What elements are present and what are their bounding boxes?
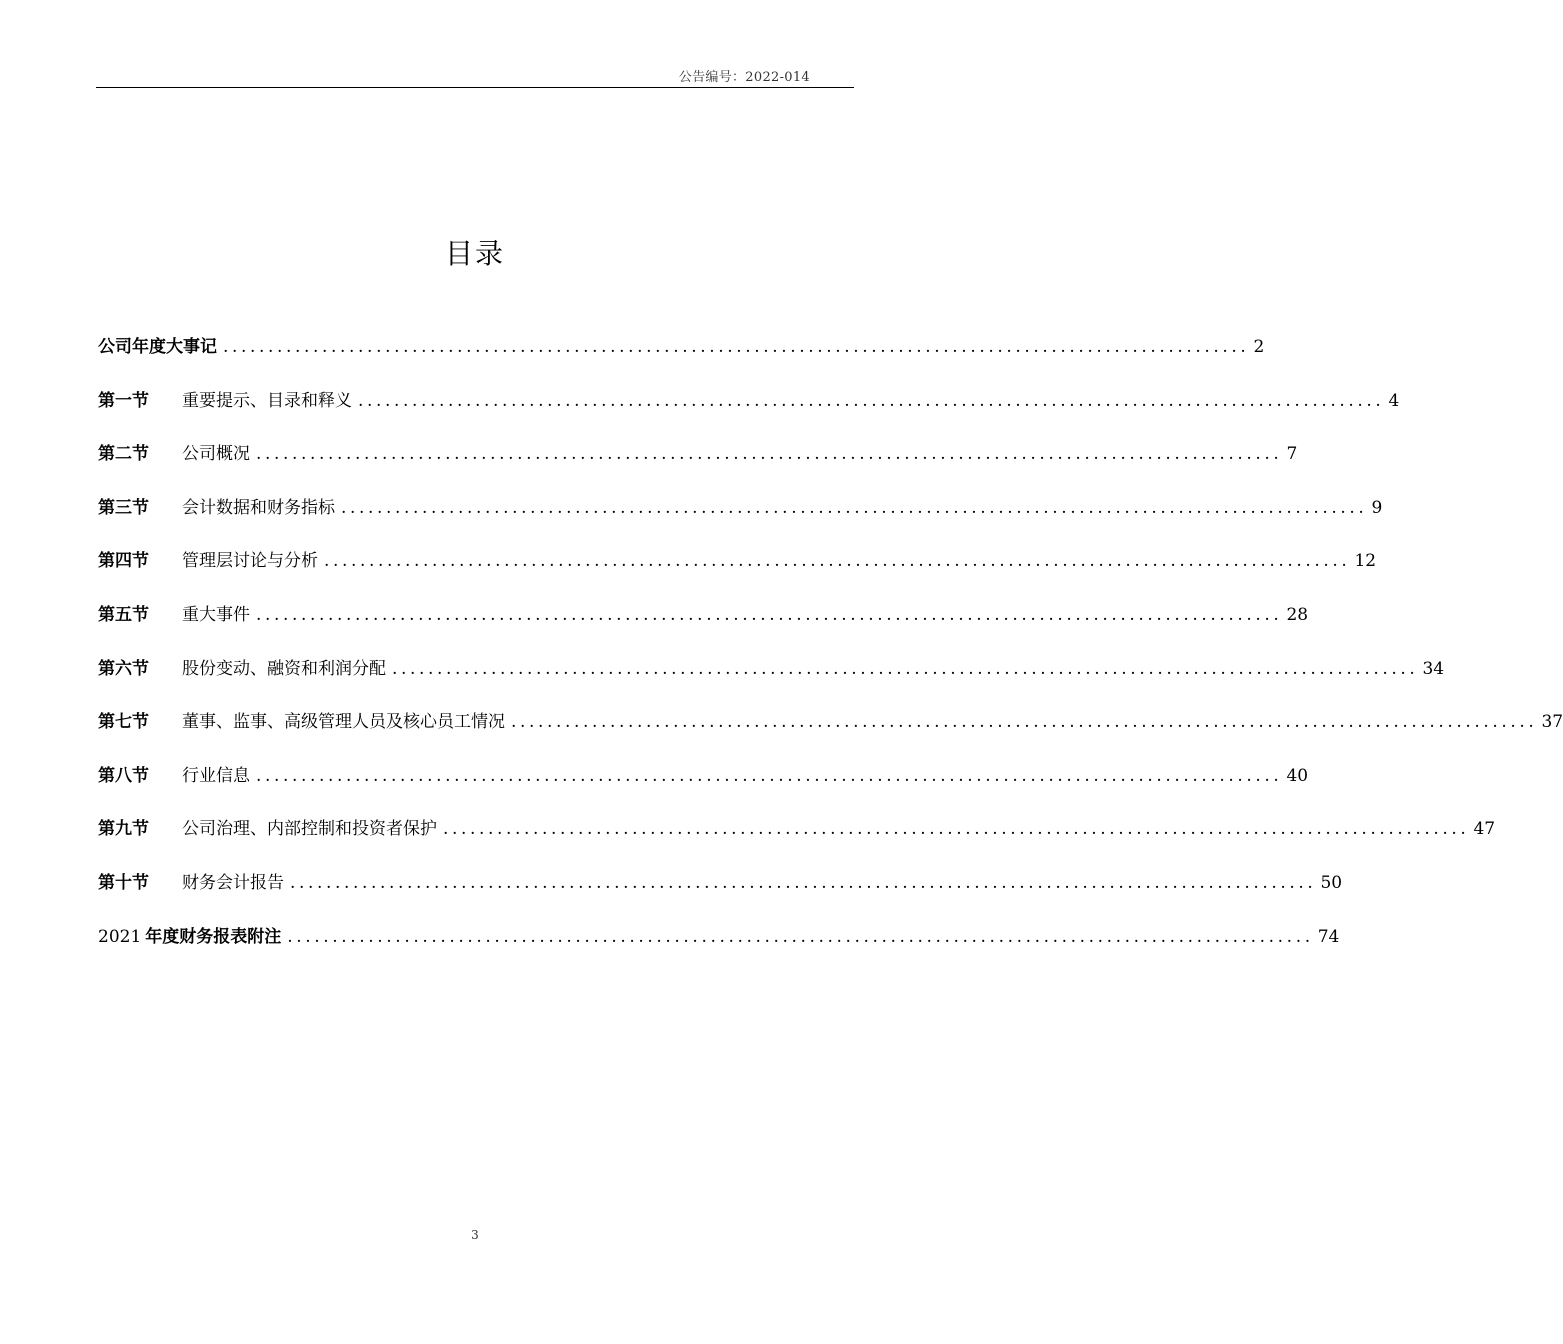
toc-entry-section-2[interactable] <box>98 441 1298 495</box>
toc-entry-page: 2 <box>1253 337 1265 357</box>
dot-leader: .................................................................................................................. <box>256 444 1283 465</box>
dot-leader: .................................................................................................................. <box>256 604 1283 625</box>
toc-entry-page: 37 <box>1541 712 1563 733</box>
dot-leader: .................................................................................................................. <box>511 712 1538 733</box>
toc-entry-page: 40 <box>1286 765 1309 786</box>
toc-entry-section-3[interactable] <box>98 495 1383 549</box>
toc-entry-page: 7 <box>1286 444 1298 465</box>
toc-entry-page: 12 <box>1354 551 1377 572</box>
toc-section-number: 第九节 <box>98 819 149 840</box>
header-divider <box>96 87 854 88</box>
toc-section-number: 第三节 <box>98 497 149 518</box>
toc-entry-title: 公司概况 <box>182 444 250 465</box>
toc-entry-title: 管理层讨论与分析 <box>182 551 318 572</box>
toc-entry-section-7[interactable] <box>98 709 1563 763</box>
toc-entry-notes[interactable] <box>98 924 1340 978</box>
dot-leader: .................................................................................................................. <box>341 497 1368 518</box>
toc-section-number: 第六节 <box>98 658 149 679</box>
toc-entry-section-9[interactable] <box>98 816 1496 870</box>
toc-entry-page: 47 <box>1473 819 1496 840</box>
toc-entry-section-5[interactable] <box>98 602 1309 656</box>
toc-entry-title: 重要提示、目录和释义 <box>182 390 352 411</box>
toc-entry-section-4[interactable] <box>98 548 1377 602</box>
dot-leader: .................................................................................................................. <box>223 337 1250 357</box>
toc-section-number: 第二节 <box>98 444 149 465</box>
toc-entry-title: 公司治理、内部控制和投资者保护 <box>182 819 437 840</box>
dot-leader: .................................................................................................................. <box>392 658 1419 679</box>
toc-entry-title: 董事、监事、高级管理人员及核心员工情况 <box>182 712 505 733</box>
toc-entry-title: 财务会计报告 <box>182 872 284 893</box>
toc-entry-page: 34 <box>1422 658 1445 679</box>
toc-entry-section-6[interactable] <box>98 656 1445 710</box>
toc-section-number: 第八节 <box>98 765 149 786</box>
toc-entry-title: 行业信息 <box>182 765 250 786</box>
page-title: 目录 <box>444 237 505 270</box>
dot-leader: .................................................................................................................. <box>290 872 1317 893</box>
toc-section-number: 第四节 <box>98 551 149 572</box>
toc-entry-page: 74 <box>1317 926 1340 947</box>
toc-entry-section-10[interactable] <box>98 870 1343 924</box>
toc-section-number: 第五节 <box>98 604 149 625</box>
toc-entry-title: 会计数据和财务指标 <box>182 497 335 518</box>
page-number: 3 <box>471 1228 479 1242</box>
dot-leader: .................................................................................................................. <box>324 551 1351 572</box>
dot-leader: .................................................................................................................. <box>287 926 1314 947</box>
toc-entry-title: 股份变动、融资和利润分配 <box>182 658 386 679</box>
table-of-contents <box>98 334 1563 977</box>
dot-leader: .................................................................................................................. <box>443 819 1470 840</box>
toc-entry-title: 公司年度大事记 <box>98 337 217 357</box>
toc-entry-annual-events[interactable] <box>98 334 1265 388</box>
toc-section-number: 第一节 <box>98 390 149 411</box>
toc-section-number: 第七节 <box>98 712 149 733</box>
toc-section-number: 第十节 <box>98 872 149 893</box>
announcement-number: 公告编号：2022-014 <box>678 70 810 85</box>
toc-entry-page: 28 <box>1286 604 1309 625</box>
toc-entry-page: 4 <box>1388 390 1400 411</box>
toc-entry-section-8[interactable] <box>98 763 1309 817</box>
toc-entry-page: 50 <box>1320 872 1343 893</box>
toc-entry-section-1[interactable] <box>98 388 1400 442</box>
toc-entry-year: 2021 <box>98 926 142 947</box>
toc-entry-title: 重大事件 <box>182 604 250 625</box>
toc-entry-page: 9 <box>1371 497 1383 518</box>
toc-entry-title: 年度财务报表附注 <box>145 926 282 947</box>
dot-leader: .................................................................................................................. <box>256 765 1283 786</box>
dot-leader: .................................................................................................................. <box>358 390 1385 411</box>
